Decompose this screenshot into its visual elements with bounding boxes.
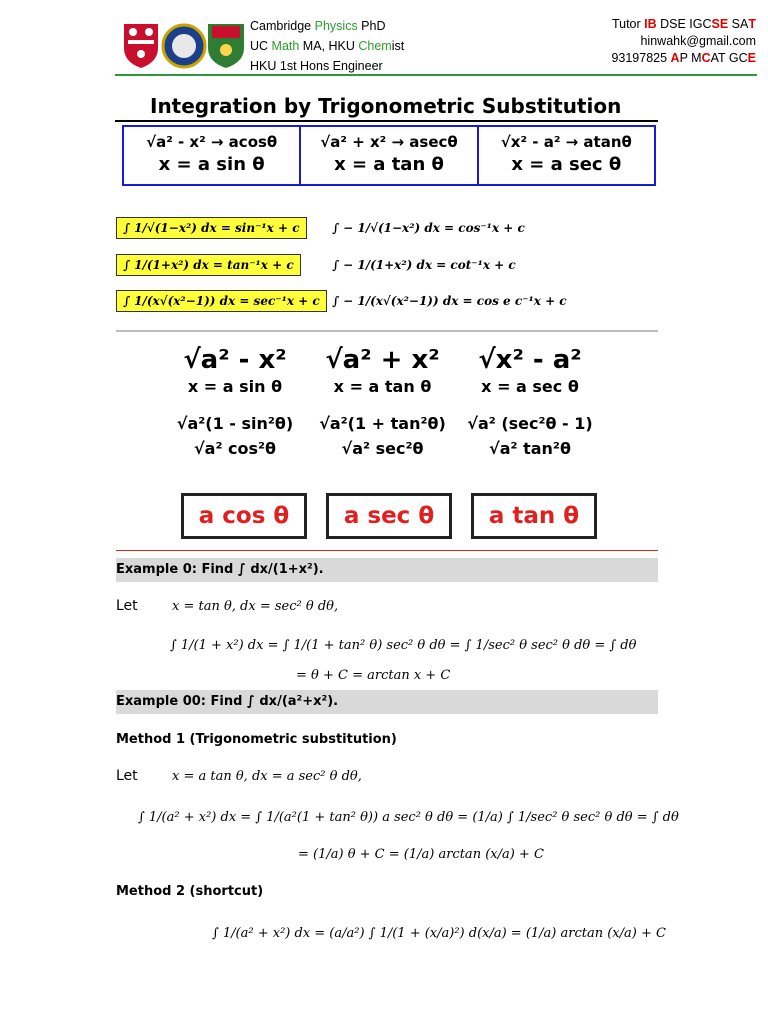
column-2-step-2: √a² sec²θ [341,439,424,458]
method-2-heading: Method 2 (shortcut) [116,884,264,899]
substitution-summary-boxes [122,125,656,186]
summary-box-1-sub: x = a sin θ [158,154,265,175]
example-0-substitution: x = tan θ, dx = sec² θ dθ, [172,599,339,614]
page-title: Integration by Trigonometric Substitution [150,94,622,118]
example-0-step-2: = θ + C = arctan x + C [296,668,451,683]
summary-box-1-rule: √a² - x² → acosθ [146,133,278,151]
column-1-step-2: √a² cos²θ [193,439,277,458]
summary-box-3 [479,127,654,184]
example-00-substitution: x = a tan θ, dx = a sec² θ dθ, [172,769,362,784]
column-1-radical: √a² - x² [183,345,287,375]
summary-box-2 [301,127,478,184]
formula-arccos: ∫ − 1/√(1−x²) dx = cos⁻¹x + c [332,221,525,235]
summary-box-3-rule: √x² - a² → atanθ [500,133,632,151]
method-1-heading: Method 1 (Trigonometric substitution) [116,732,397,747]
tutor-subjects: Tutor IB DSE IGCSE SAT [611,17,756,31]
column-1-step-1: √a²(1 - sin²θ) [176,414,294,433]
column-3-step-1: √a² (sec²θ - 1) [467,414,593,433]
result-box-2: a sec θ [326,493,452,539]
section-divider [116,330,658,332]
university-crests-icon [120,22,248,70]
derivation-column-1 [170,345,300,458]
example-00-let: Let [116,768,138,784]
result-box-3: a tan θ [471,493,597,539]
summary-box-1 [124,127,301,184]
example-0-step-1: ∫ 1/(1 + x²) dx = ∫ 1/(1 + tan² θ) sec² θ dθ = ∫ 1/sec² θ sec² θ dθ = ∫ dθ [170,638,637,653]
red-divider [116,550,658,551]
column-3-radical: √x² - a² [478,345,582,375]
header-credentials [250,16,404,76]
example-0-let: Let [116,598,138,614]
header-divider [115,74,757,76]
credential-line-3: HKU 1st Hons Engineer [250,59,383,73]
credential-line-1: Cambridge Physics PhD [250,19,386,33]
example-00-step-1: ∫ 1/(a² + x²) dx = ∫ 1/(a²(1 + tan² θ)) a sec² θ dθ = (1/a) ∫ 1/sec² θ sec² θ dθ = ∫ dθ [138,810,679,825]
derivation-column-3 [460,345,600,458]
example-00-header: Example 00: Find ∫ dx/(a²+x²). [116,690,658,714]
column-1-substitution: x = a sin θ [187,377,283,396]
result-box-1: a cos θ [181,493,307,539]
column-2-step-1: √a²(1 + tan²θ) [319,414,446,433]
formula-arcsec: ∫ 1/(x√(x²−1)) dx = sec⁻¹x + c [116,290,327,312]
header-contact [560,16,756,67]
email: hinwahk@gmail.com [640,34,756,48]
example-00-shortcut: ∫ 1/(a² + x²) dx = (a/a²) ∫ 1/(1 + (x/a)²) d(x/a) = (1/a) arctan (x/a) + C [212,926,666,941]
column-2-substitution: x = a tan θ [333,377,432,396]
title-underline [115,120,658,122]
logo-group [120,22,248,70]
summary-box-3-sub: x = a sec θ [511,154,622,175]
formula-arcsin: ∫ 1/√(1−x²) dx = sin⁻¹x + c [116,217,307,239]
summary-box-2-sub: x = a tan θ [334,154,444,175]
column-3-step-2: √a² tan²θ [489,439,571,458]
example-00-step-2: = (1/a) θ + C = (1/a) arctan (x/a) + C [298,847,544,862]
column-2-radical: √a² + x² [325,345,440,375]
derivation-column-2 [315,345,450,458]
example-0-header: Example 0: Find ∫ dx/(1+x²). [116,558,658,582]
credential-line-2: UC Math MA, HKU Chemist [250,39,405,53]
phone-subjects: 93197825 AP MCAT GCE [611,51,756,65]
formula-arccsc: ∫ − 1/(x√(x²−1)) dx = cos e c⁻¹x + c [332,294,567,308]
formula-arccot: ∫ − 1/(1+x²) dx = cot⁻¹x + c [332,258,516,272]
summary-box-2-rule: √a² + x² → asecθ [320,133,458,151]
formula-arctan: ∫ 1/(1+x²) dx = tan⁻¹x + c [116,254,301,276]
column-3-substitution: x = a sec θ [481,377,579,396]
